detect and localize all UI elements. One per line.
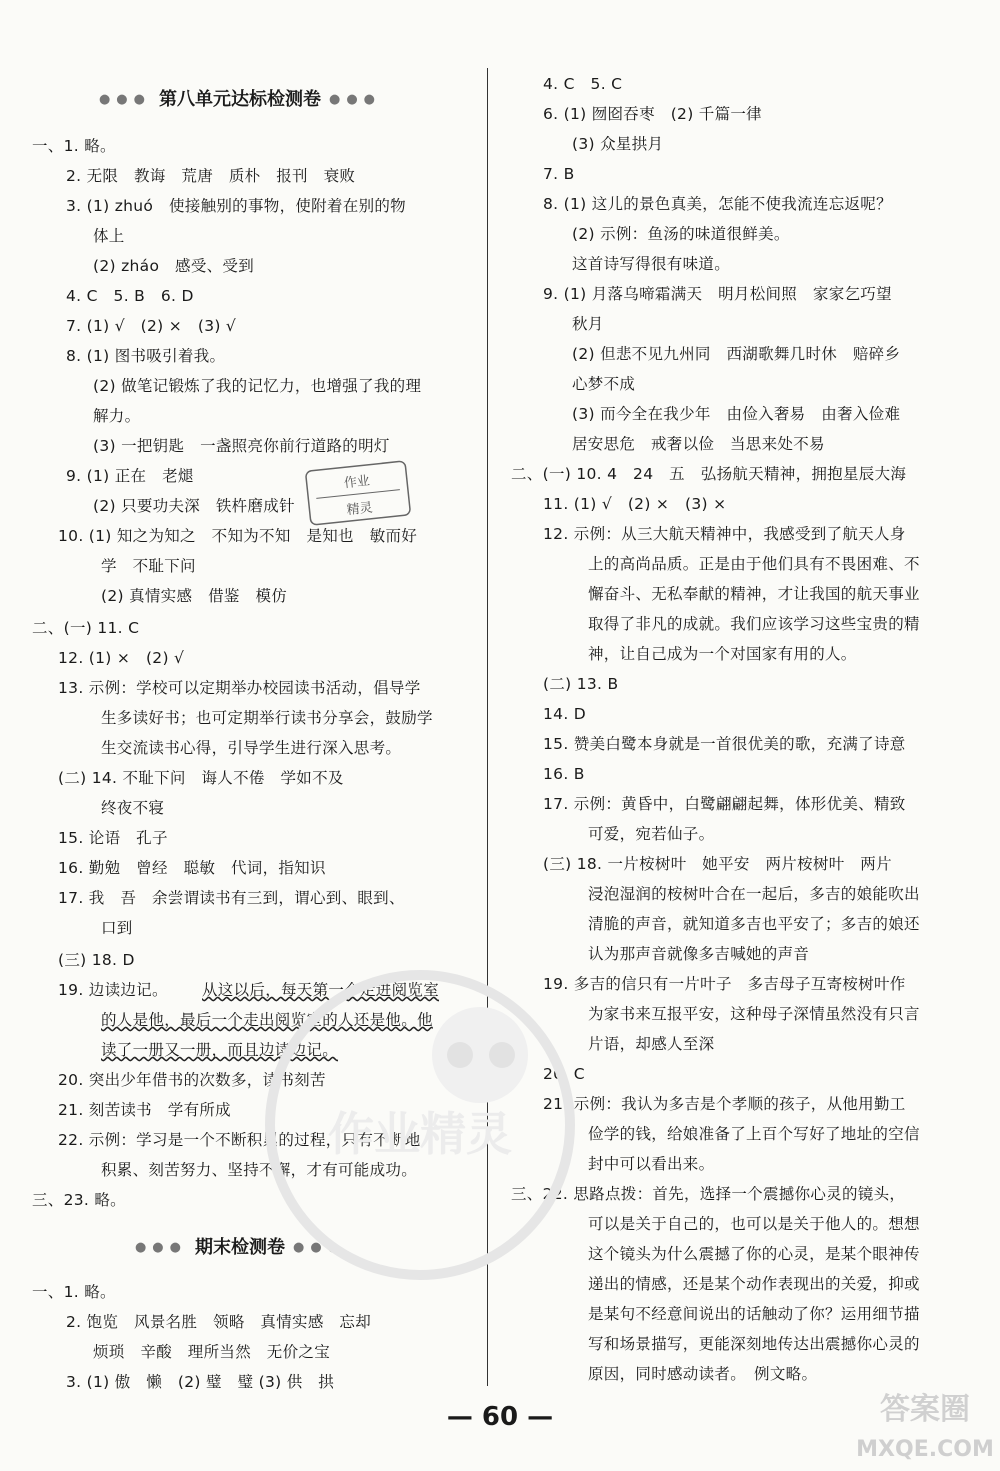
answer-line: 体上 xyxy=(93,227,125,245)
answer-line: (2) 但悲不见九州同 西湖歌舞几时休 赔碎乡 xyxy=(572,345,901,363)
answer-line: 9. (1) 月落乌啼霜满天 明月松间照 家家乞巧望 xyxy=(543,285,892,303)
answer-line: 积累、刻苦努力、坚持不懈，才有可能成功。 xyxy=(101,1161,418,1179)
answer-line: 是某句不经意间说出的话触动了你？运用细节描 xyxy=(588,1305,920,1323)
answer-line: 8. (1) 这儿的景色真美，怎能不使我流连忘返呢？ xyxy=(543,195,892,213)
answer-line: 20. 突出少年借书的次数多，读书刻苦 xyxy=(58,1071,326,1089)
watermark-logo xyxy=(250,960,590,1290)
answer-line: 14. D xyxy=(543,705,587,723)
answer-line: 13. 示例：学校可以定期举办校园读书活动，倡导学 xyxy=(58,679,421,697)
answer-line: 12. 示例：从三大航天精神中，我感受到了航天人身 xyxy=(543,525,906,543)
svg-text:MXQE.COM: MXQE.COM xyxy=(856,1437,994,1462)
answer-line: 3. (1) zhuó 使接触别的事物，使附着在别的物 xyxy=(66,197,406,215)
answer-line: 15. 论语 孔子 xyxy=(58,829,168,847)
svg-text:答案圈: 答案圈 xyxy=(880,1392,970,1427)
decor-dots-left: ●●● xyxy=(134,1240,187,1255)
decor-dots-right: ●●● xyxy=(329,92,382,107)
answer-line: 一、1. 略。 xyxy=(32,137,116,155)
answer-line-underlined: 从这以后，每天第一个走进阅览室 xyxy=(202,981,440,999)
answer-line: 二、(一) 11. C xyxy=(32,619,140,637)
answer-line: 这个镜头为什么震撼了你的心灵，是某个眼神传 xyxy=(588,1245,920,1263)
answer-line: 片语，却感人至深 xyxy=(588,1035,715,1053)
answer-line: 21. 刻苦读书 学有所成 xyxy=(58,1101,231,1119)
answer-line: 9. (1) 正在 老煺 xyxy=(66,467,194,485)
answer-line: 神，让自己成为一个对国家有用的人。 xyxy=(588,645,857,663)
answer-line: 8. (1) 图书吸引着我。 xyxy=(66,347,226,365)
answer-line: 17. 示例：黄昏中，白鹭翩翩起舞，体形优美、精致 xyxy=(543,795,906,813)
answer-line: (二) 14. 不耻下问 诲人不倦 学如不及 xyxy=(58,769,344,787)
answer-line: 心梦不成 xyxy=(572,375,636,393)
answer-line: 一、1. 略。 xyxy=(32,1283,116,1301)
answer-line: 19. 边读边记。 xyxy=(58,981,168,999)
answer-line: 2. 饱览 风景名胜 领略 真情实感 忘却 xyxy=(66,1313,372,1331)
answer-line: 3. (1) 傲 懒 (2) 璧 璧 (3) 供 拱 xyxy=(66,1373,335,1391)
answer-line: 三、22. 思路点拨：首先，选择一个震撼你心灵的镜头， xyxy=(511,1185,906,1203)
answer-line: 清脆的声音，就知道多吉也平安了；多吉的娘还 xyxy=(588,915,920,933)
answer-line: 15. 赞美白鹭本身就是一首很优美的歌，充满了诗意 xyxy=(543,735,906,753)
answer-line: 三、23. 略。 xyxy=(32,1191,126,1209)
answer-line: 原因，同时感动读者。 例文略。 xyxy=(588,1365,818,1383)
answer-line: 7. B xyxy=(543,165,575,183)
decor-dots-left: ●●● xyxy=(98,92,151,107)
stamp-logo xyxy=(295,452,422,534)
answer-line: 11. (1) √ (2) × (3) × xyxy=(543,495,727,513)
answer-line: 22. 示例：学习是一个不断积累的过程，只有不断地 xyxy=(58,1131,421,1149)
answer-line: 口到 xyxy=(101,919,133,937)
answer-line: 21. 示例：我认为多吉是个孝顺的孩子，从他用勤工 xyxy=(543,1095,906,1113)
answer-line: 懈奋斗、无私奉献的精神，才让我国的航天事业 xyxy=(588,585,920,603)
answer-line: (2) 示例：鱼汤的味道很鲜美。 xyxy=(572,225,790,243)
answer-line: 生交流读书心得，引导学生进行深入思考。 xyxy=(101,739,402,757)
answer-line: 递出的情感，还是某个动作表现出的关爱，抑或 xyxy=(588,1275,920,1293)
answer-line: 7. (1) √ (2) × (3) √ xyxy=(66,317,237,335)
answer-line: 烦琐 辛酸 理所当然 无价之宝 xyxy=(93,1343,331,1361)
answer-line: 可爱，宛若仙子。 xyxy=(588,825,715,843)
answer-line: (2) 只要功夫深 铁杵磨成针 xyxy=(93,497,295,515)
answer-line-underlined: 的人是他，最后一个走出阅览室的人还是他。他 xyxy=(101,1011,433,1029)
answer-line: (2) 做笔记锻炼了我的记忆力，也增强了我的理 xyxy=(93,377,422,395)
answer-line: 16. B xyxy=(543,765,585,783)
section-title-unit8: ●●● 第八单元达标检测卷 ●●● xyxy=(98,89,382,110)
answer-line: (3) 众星拱月 xyxy=(572,135,664,153)
answer-line: 二、(一) 10. 4 24 五 弘扬航天精神，拥抱星辰大海 xyxy=(511,465,907,483)
svg-text:作业: 作业 xyxy=(343,473,371,492)
answer-line-underlined: 读了一册又一册，而且边读边记。 xyxy=(101,1041,339,1059)
answer-line: 生多读好书；也可定期举行读书分享会，鼓励学 xyxy=(101,709,433,727)
answer-line: 19. 多吉的信只有一片叶子 多吉母子互寄桉树叶作 xyxy=(543,975,906,993)
answer-line: 取得了非凡的成就。我们应该学习这些宝贵的精 xyxy=(588,615,920,633)
answer-line: 居安思危 戒奢以俭 当思来处不易 xyxy=(572,435,825,453)
answer-line: (二) 13. B xyxy=(543,675,619,693)
answer-line: 为家书来互报平安，这种母子深情虽然没有只言 xyxy=(588,1005,920,1023)
answer-line: 俭学的钱，给娘准备了上百个写好了地址的空信 xyxy=(588,1125,920,1143)
decor-dots-right: ●●● xyxy=(293,1240,346,1255)
answer-line: (三) 18. 一片桉树叶 她平安 两片桉树叶 两片 xyxy=(543,855,892,873)
page-number: — 60 — xyxy=(446,1402,554,1432)
answer-line: 写和场景描写，更能深刻地传达出震撼你心灵的 xyxy=(588,1335,920,1353)
answer-line: 这首诗写得很有味道。 xyxy=(572,255,731,273)
answer-line: 2. 无限 教诲 荒唐 质朴 报刊 衰败 xyxy=(66,167,356,185)
answer-line: 20. C xyxy=(543,1065,585,1083)
answer-line: 4. C 5. C xyxy=(543,75,623,93)
answer-line: 12. (1) × (2) √ xyxy=(58,649,185,667)
answer-line: (三) 18. D xyxy=(58,951,135,969)
answer-line: 16. 勤勉 曾经 聪敏 代词，指知识 xyxy=(58,859,326,877)
answer-line: 17. 我 吾 余尝谓读书有三到，谓心到、眼到、 xyxy=(58,889,405,907)
answer-line: 可以是关于自己的，也可以是关于他人的。想想 xyxy=(588,1215,920,1233)
answer-line: (2) 真情实感 借鉴 模仿 xyxy=(101,587,288,605)
answer-line: 6. (1) 囫囵吞枣 (2) 千篇一律 xyxy=(543,105,762,123)
answer-line: (3) 一把钥匙 一盏照亮你前行道路的明灯 xyxy=(93,437,390,455)
answer-line: (2) zháo 感受、受到 xyxy=(93,257,255,275)
svg-text:作业精灵: 作业精灵 xyxy=(328,1107,512,1161)
answer-line: 浸泡湿润的桉树叶合在一起后，多吉的娘能吹出 xyxy=(588,885,920,903)
answer-line: 上的高尚品质。正是由于他们具有不畏困难、不 xyxy=(588,555,920,573)
answer-line: 10. (1) 知之为知之 不知为不知 是知也 敏而好 xyxy=(58,527,418,545)
answer-line: 解力。 xyxy=(93,407,141,425)
svg-text:精灵: 精灵 xyxy=(346,500,374,519)
answer-line: 封中可以看出来。 xyxy=(588,1155,715,1173)
section-title-final: ●●● 期末检测卷 ●●● xyxy=(134,1237,346,1258)
answer-line: 4. C 5. B 6. D xyxy=(66,287,194,305)
answer-line: 秋月 xyxy=(572,315,604,333)
answer-line: 学 不耻下问 xyxy=(101,557,196,575)
answer-line: 终夜不寝 xyxy=(101,799,165,817)
corner-site-logo xyxy=(850,1371,1000,1471)
answer-line: (3) 而今全在我少年 由俭入奢易 由奢入俭难 xyxy=(572,405,901,423)
answer-line: 认为那声音就像多吉喊她的声音 xyxy=(588,945,810,963)
